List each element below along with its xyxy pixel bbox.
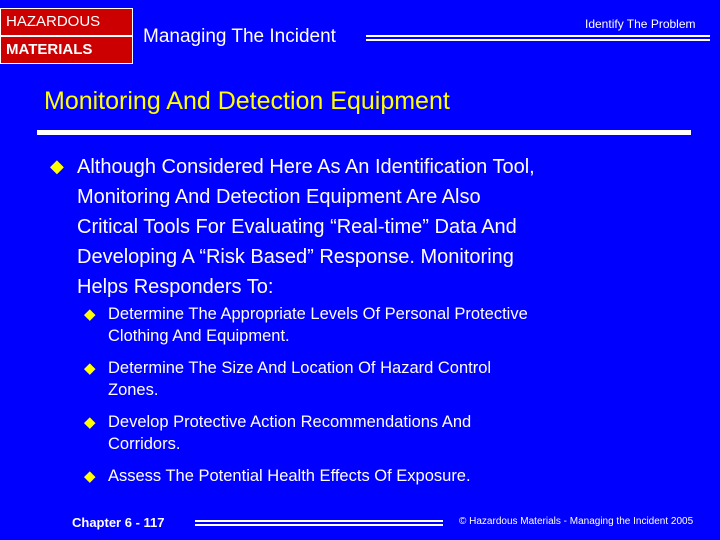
sub-bullet xyxy=(84,465,471,487)
slide-title: Monitoring And Detection Equipment xyxy=(44,87,450,115)
section-title: Managing The Incident xyxy=(143,26,336,47)
sub-bullet xyxy=(84,411,471,455)
diamond-bullet-icon: ◆ xyxy=(84,359,96,377)
diamond-bullet-icon: ◆ xyxy=(84,413,96,431)
main-bullet-text: Although Considered Here As An Identification Tool, Monitoring And Detection Equipment Are Also Critical Tools For Evaluating “Real-time” Data And Developing A “Risk Based” Response. Monitoring Helps Responders To: xyxy=(77,156,535,298)
materials-badge: MATERIALS xyxy=(0,36,133,64)
diamond-bullet-icon: ◆ xyxy=(84,305,96,323)
diamond-bullet-icon: ◆ xyxy=(50,156,64,177)
diamond-bullet-icon: ◆ xyxy=(84,467,96,485)
sub-bullet xyxy=(84,357,491,401)
copyright-text: © Hazardous Materials - Managing the Incident 2005 xyxy=(459,516,694,527)
sub-bullet-text: Determine The Appropriate Levels Of Personal Protective Clothing And Equipment. xyxy=(108,305,528,345)
sub-bullet xyxy=(84,303,528,347)
footer-divider xyxy=(195,520,443,526)
header-divider xyxy=(366,35,710,41)
title-underline xyxy=(37,130,691,135)
sub-bullet-text: Determine The Size And Location Of Hazard Control Zones. xyxy=(108,359,492,399)
sub-bullet-text: Assess The Potential Health Effects Of Exposure. xyxy=(108,467,471,485)
sub-bullet-text: Develop Protective Action Recommendations And Corridors. xyxy=(108,413,472,453)
topic-label: Identify The Problem xyxy=(585,17,696,31)
chapter-page-label: Chapter 6 - 117 xyxy=(72,515,165,530)
main-bullet xyxy=(50,152,535,302)
hazardous-badge: HAZARDOUS xyxy=(0,8,133,36)
